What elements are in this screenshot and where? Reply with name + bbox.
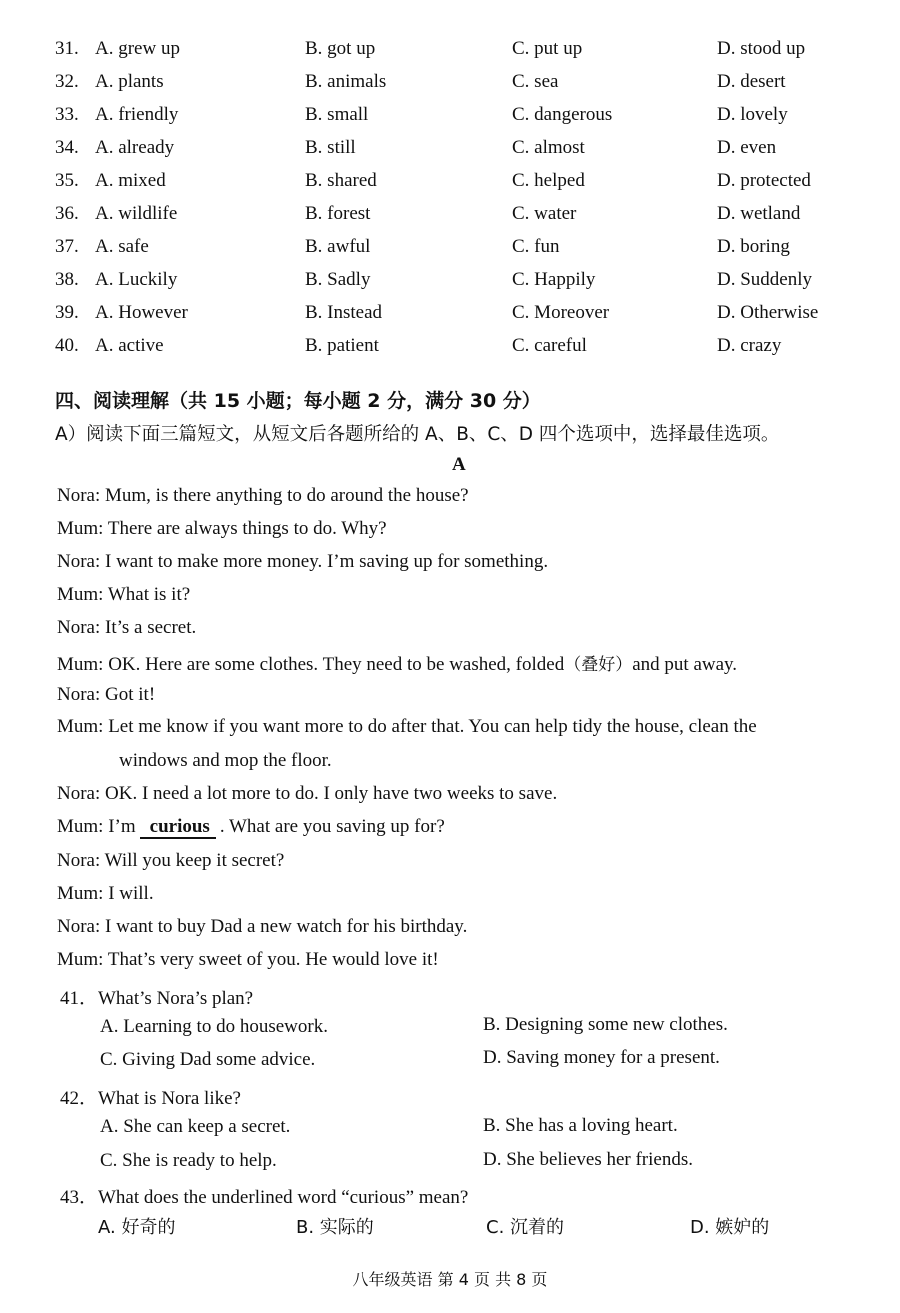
option-c: C. water bbox=[512, 203, 577, 224]
dialogue-line: Nora: Got it! bbox=[57, 684, 156, 705]
answer-option: C. She is ready to help. bbox=[100, 1150, 277, 1171]
option-d: D. stood up bbox=[717, 38, 806, 59]
cloze-option-row bbox=[55, 71, 855, 104]
question-number: 38. bbox=[55, 269, 79, 290]
option-a: A. already bbox=[95, 137, 175, 158]
cloze-option-row bbox=[55, 38, 855, 71]
dialogue-line: Nora: I want to make more money. I’m saving up for something. bbox=[57, 551, 549, 572]
passage-label: A bbox=[452, 454, 466, 475]
option-a: A. However bbox=[95, 302, 188, 323]
option-d: D. Otherwise bbox=[717, 302, 819, 323]
line-text: Mum: OK. Here are some clothes. They need to be washed, folded bbox=[57, 654, 565, 675]
option-b: B. animals bbox=[305, 71, 387, 92]
option-b: B. patient bbox=[305, 335, 379, 356]
option-a: A. Luckily bbox=[95, 269, 178, 290]
answer-text: A. 好奇的 bbox=[98, 1217, 176, 1238]
option-c: C. dangerous bbox=[512, 104, 613, 125]
cloze-option-row bbox=[55, 269, 855, 302]
option-c: C. sea bbox=[512, 71, 559, 92]
answer-option: D. She believes her friends. bbox=[483, 1149, 693, 1170]
option-a: A. mixed bbox=[95, 170, 166, 191]
question-number: 36. bbox=[55, 203, 79, 224]
page-footer: 八年级英语 第 4 页 共 8 页 bbox=[352, 1270, 548, 1289]
option-a: A. wildlife bbox=[95, 203, 178, 224]
option-b: B. Instead bbox=[305, 302, 383, 323]
answer-option: A. She can keep a secret. bbox=[100, 1116, 291, 1137]
answer-option: C. Giving Dad some advice. bbox=[100, 1049, 316, 1070]
option-d: D. boring bbox=[717, 236, 790, 257]
option-d: D. even bbox=[717, 137, 777, 158]
line-text: . What are you saving up for? bbox=[219, 816, 445, 837]
dialogue-line: Nora: I want to buy Dad a new watch for his birthday. bbox=[57, 916, 468, 937]
question-number: 39. bbox=[55, 302, 79, 323]
question-number: 37. bbox=[55, 236, 79, 257]
option-a: A. friendly bbox=[95, 104, 179, 125]
option-d: D. wetland bbox=[717, 203, 801, 224]
dialogue-line: Mum: What is it? bbox=[57, 584, 191, 605]
question-number: 34. bbox=[55, 137, 79, 158]
instruction-text: A）阅读下面三篇短文，从短文后各题所给的 A、B、C、D 四个选项中，选择最佳选项。 bbox=[55, 424, 780, 445]
dialogue-line: Nora: OK. I need a lot more to do. I only have two weeks to save. bbox=[57, 783, 558, 804]
dialogue-line: Nora: Mum, is there anything to do around the house? bbox=[57, 485, 469, 506]
answer-option: A. Learning to do housework. bbox=[100, 1016, 328, 1037]
question-number: 33. bbox=[55, 104, 79, 125]
option-a: A. safe bbox=[95, 236, 149, 257]
dialogue-line: Mum: Let me know if you want more to do after that. You can help tidy the house, clean the bbox=[57, 716, 757, 737]
question-stem: 42．What is Nora like? bbox=[60, 1088, 241, 1109]
cloze-option-row bbox=[55, 170, 855, 203]
option-a: A. grew up bbox=[95, 38, 180, 59]
question-stem: 43．What does the underlined word “curious” mean? bbox=[60, 1187, 469, 1208]
option-c: C. Happily bbox=[512, 269, 596, 290]
option-d: D. crazy bbox=[717, 335, 782, 356]
option-b: B. awful bbox=[305, 236, 371, 257]
cloze-option-row bbox=[55, 335, 855, 368]
option-b: B. got up bbox=[305, 38, 376, 59]
option-c: C. Moreover bbox=[512, 302, 610, 323]
option-d: D. desert bbox=[717, 71, 786, 92]
question-stem: 41．What’s Nora’s plan? bbox=[60, 988, 254, 1009]
option-b: B. still bbox=[305, 137, 356, 158]
answer-text: B. 实际的 bbox=[296, 1217, 374, 1238]
dialogue-line-continuation: windows and mop the floor. bbox=[119, 750, 332, 771]
dialogue-line: Nora: It’s a secret. bbox=[57, 617, 197, 638]
option-b: B. Sadly bbox=[305, 269, 371, 290]
dialogue-line bbox=[57, 650, 737, 676]
cloze-option-row bbox=[55, 236, 855, 269]
cloze-option-row bbox=[55, 302, 855, 335]
answer-option: D. Saving money for a present. bbox=[483, 1047, 720, 1068]
cloze-option-row bbox=[55, 137, 855, 170]
option-b: B. small bbox=[305, 104, 369, 125]
line-text: Mum: I’m bbox=[57, 816, 136, 837]
option-b: B. forest bbox=[305, 203, 371, 224]
dialogue-line: Nora: Will you keep it secret? bbox=[57, 850, 285, 871]
cloze-option-row bbox=[55, 203, 855, 236]
chinese-note: （叠好） bbox=[564, 655, 633, 675]
option-c: C. almost bbox=[512, 137, 585, 158]
question-number: 40. bbox=[55, 335, 79, 356]
underlined-word: curious bbox=[140, 817, 216, 839]
option-a: A. plants bbox=[95, 71, 164, 92]
option-a: A. active bbox=[95, 335, 164, 356]
dialogue-line: Mum: I will. bbox=[57, 883, 154, 904]
answer-text: C. 沉着的 bbox=[486, 1217, 565, 1238]
question-number: 35. bbox=[55, 170, 79, 191]
option-d: D. Suddenly bbox=[717, 269, 812, 290]
question-number: 32. bbox=[55, 71, 79, 92]
option-d: D. protected bbox=[717, 170, 811, 191]
option-c: C. helped bbox=[512, 170, 585, 191]
dialogue-line: Mum: There are always things to do. Why? bbox=[57, 518, 387, 539]
dialogue-line bbox=[57, 816, 445, 839]
dialogue-line: Mum: That’s very sweet of you. He would love it! bbox=[57, 949, 439, 970]
option-b: B. shared bbox=[305, 170, 377, 191]
answer-option: B. Designing some new clothes. bbox=[483, 1014, 728, 1035]
section-title: 四、阅读理解（共 15 小题；每小题 2 分，满分 30 分） bbox=[55, 390, 541, 412]
option-c: C. careful bbox=[512, 335, 587, 356]
cloze-option-row bbox=[55, 104, 855, 137]
line-text: and put away. bbox=[632, 654, 738, 675]
option-c: C. put up bbox=[512, 38, 583, 59]
answer-option bbox=[690, 1213, 769, 1239]
answer-option bbox=[98, 1213, 175, 1239]
answer-option bbox=[486, 1213, 564, 1239]
answer-option bbox=[296, 1213, 374, 1239]
option-d: D. lovely bbox=[717, 104, 788, 125]
answer-text: D. 嫉妒的 bbox=[690, 1217, 770, 1238]
question-number: 31. bbox=[55, 38, 79, 59]
answer-option: B. She has a loving heart. bbox=[483, 1115, 678, 1136]
option-c: C. fun bbox=[512, 236, 560, 257]
